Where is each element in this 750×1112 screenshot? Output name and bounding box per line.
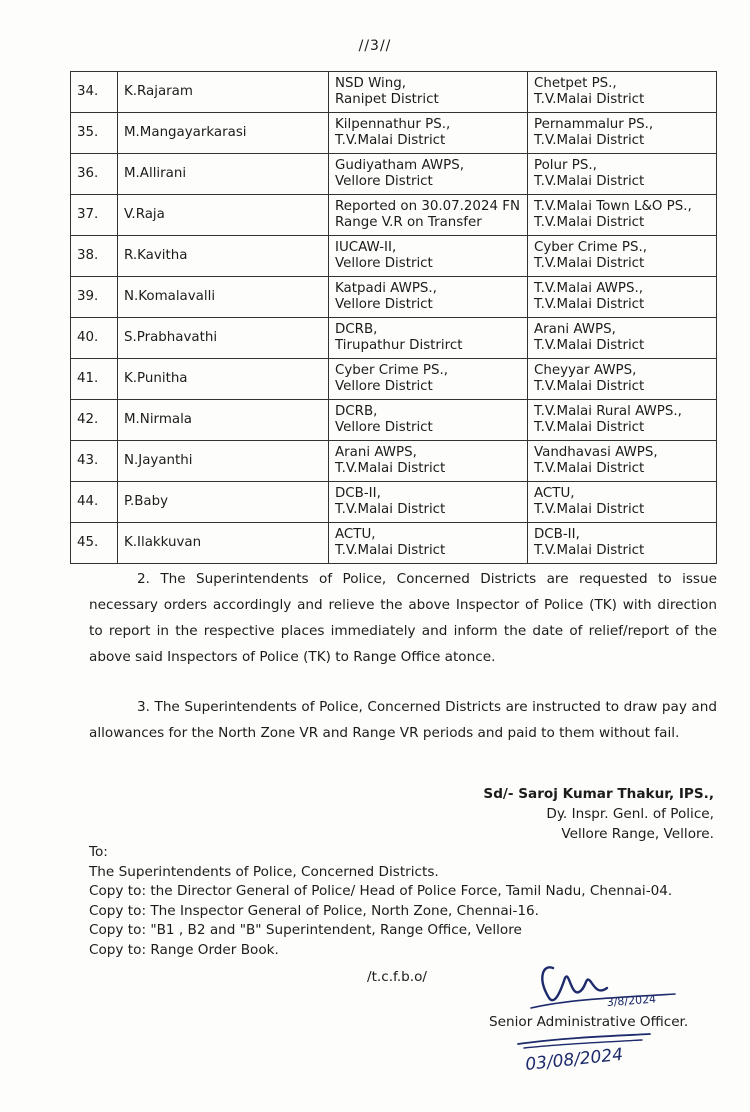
from-posting-cell-line: DCRB, xyxy=(335,404,378,419)
to-posting-cell-line: Pernammalur PS., xyxy=(534,117,654,132)
officer-name-cell xyxy=(118,236,329,277)
table-row xyxy=(71,482,717,523)
from-posting-cell-line: Vellore District xyxy=(335,174,433,189)
officer-name-cell xyxy=(118,482,329,523)
from-posting-cell xyxy=(329,72,528,113)
table-row xyxy=(71,359,717,400)
from-posting-cell-line: Tirupathur Distrirct xyxy=(335,338,463,353)
to-posting-cell xyxy=(528,154,717,195)
addressee-line: Copy to: Range Order Book. xyxy=(89,941,279,958)
from-posting-cell-line: Vellore District xyxy=(335,379,433,394)
from-posting-cell-line: T.V.Malai District xyxy=(335,461,446,476)
from-posting-cell-line: Vellore District xyxy=(335,256,433,271)
from-posting-cell-line: Katpadi AWPS., xyxy=(335,281,437,296)
table-row xyxy=(71,72,717,113)
from-posting-cell xyxy=(329,318,528,359)
page-marker: //3// xyxy=(358,38,392,54)
from-posting-cell-line: DCRB, xyxy=(335,322,378,337)
from-posting-cell-line: Arani AWPS, xyxy=(335,445,417,460)
to-posting-cell-line: T.V.Malai District xyxy=(534,133,645,148)
to-posting-cell-line: T.V.Malai District xyxy=(534,543,645,558)
serial-number-cell-line: 36. xyxy=(77,166,99,181)
serial-number-cell-line: 43. xyxy=(77,453,99,468)
officer-name-cell xyxy=(118,113,329,154)
from-posting-cell-line: T.V.Malai District xyxy=(335,502,446,517)
addressee-line: Copy to: "B1 , B2 and "B" Superintendent, Range Office, Vellore xyxy=(89,922,522,939)
serial-number-cell-line: 44. xyxy=(77,494,99,509)
to-posting-cell-line: ACTU, xyxy=(534,486,575,501)
officer-name-cell xyxy=(118,154,329,195)
table-row xyxy=(71,195,717,236)
from-posting-cell-line: Ranipet District xyxy=(335,92,439,107)
from-posting-cell xyxy=(329,400,528,441)
serial-number-cell-line: 42. xyxy=(77,412,99,427)
signatory-designation: Dy. Inspr. Genl. of Police, xyxy=(546,806,714,822)
to-posting-cell-line: T.V.Malai District xyxy=(534,420,645,435)
addressee-list xyxy=(89,843,672,961)
to-posting-cell-line: Cheyyar AWPS, xyxy=(534,363,637,378)
from-posting-cell-line: ACTU, xyxy=(335,527,376,542)
from-posting-cell-line: T.V.Malai District xyxy=(335,543,446,558)
addressee-line: Copy to: The Inspector General of Police, North Zone, Chennai-16. xyxy=(89,902,539,919)
table-row xyxy=(71,277,717,318)
from-posting-cell-line: Cyber Crime PS., xyxy=(335,363,448,378)
from-posting-cell xyxy=(329,236,528,277)
officer-name-cell-line: V.Raja xyxy=(124,207,165,222)
from-posting-cell-line: Vellore District xyxy=(335,420,433,435)
to-posting-cell-line: T.V.Malai AWPS., xyxy=(534,281,643,296)
serial-number-cell-line: 37. xyxy=(77,207,99,222)
to-posting-cell-line: Cyber Crime PS., xyxy=(534,240,647,255)
serial-number-cell xyxy=(71,523,118,564)
serial-number-cell-line: 39. xyxy=(77,289,99,304)
from-posting-cell xyxy=(329,441,528,482)
serial-number-cell xyxy=(71,195,118,236)
officer-name-cell-line: S.Prabhavathi xyxy=(124,330,218,345)
from-posting-cell xyxy=(329,113,528,154)
addressee-line: Copy to: the Director General of Police/ Head of Police Force, Tamil Nadu, Chennai-04. xyxy=(89,883,673,900)
handwritten-date-stamp xyxy=(510,1026,660,1082)
to-posting-cell xyxy=(528,318,717,359)
to-posting-cell-line: T.V.Malai District xyxy=(534,338,645,353)
from-posting-cell-line: NSD Wing, xyxy=(335,76,406,91)
to-posting-cell-line: T.V.Malai Rural AWPS., xyxy=(534,404,682,419)
from-posting-cell-line: DCB-II, xyxy=(335,486,381,501)
to-posting-cell xyxy=(528,236,717,277)
serial-number-cell-line: 35. xyxy=(77,125,99,140)
officer-name-cell-line: K.Punitha xyxy=(124,371,188,386)
officer-name-cell xyxy=(118,72,329,113)
transfer-table xyxy=(70,71,717,564)
to-posting-cell-line: T.V.Malai District xyxy=(534,297,645,312)
from-posting-cell xyxy=(329,154,528,195)
table-row xyxy=(71,318,717,359)
serial-number-cell xyxy=(71,400,118,441)
officer-name-cell xyxy=(118,400,329,441)
officer-name-cell xyxy=(118,318,329,359)
to-posting-cell-line: Polur PS., xyxy=(534,158,597,173)
from-posting-cell-line: T.V.Malai District xyxy=(335,133,446,148)
to-posting-cell-line: T.V.Malai District xyxy=(534,379,645,394)
paragraph-2-text: 2. The Superintendents of Police, Concerned Districts are requested to issue necessary orders accordingly and relieve the above Inspector of Police (TK) with direction to report in the respective places immediately and inform the date of relief/report of the above said Inspectors of Police (TK) to Range Office atonce. xyxy=(89,571,717,665)
table-row xyxy=(71,236,717,277)
serial-number-cell xyxy=(71,277,118,318)
officer-name-cell-line: P.Baby xyxy=(124,494,169,509)
serial-number-cell xyxy=(71,318,118,359)
to-posting-cell-line: DCB-II, xyxy=(534,527,580,542)
officer-name-cell-line: N.Komalavalli xyxy=(124,289,216,304)
from-posting-cell xyxy=(329,523,528,564)
officer-name-cell-line: K.Ilakkuvan xyxy=(124,535,202,550)
to-posting-cell-line: T.V.Malai District xyxy=(534,92,645,107)
to-posting-cell-line: T.V.Malai District xyxy=(534,502,645,517)
to-posting-cell-line: Vandhavasi AWPS, xyxy=(534,445,658,460)
serial-number-cell-line: 41. xyxy=(77,371,99,386)
from-posting-cell xyxy=(329,277,528,318)
to-posting-cell xyxy=(528,113,717,154)
to-posting-cell-line: T.V.Malai District xyxy=(534,174,645,189)
to-posting-cell-line: T.V.Malai District xyxy=(534,215,645,230)
table-row xyxy=(71,154,717,195)
to-posting-cell xyxy=(528,400,717,441)
to-posting-cell xyxy=(528,359,717,400)
serial-number-cell xyxy=(71,72,118,113)
officer-name-cell xyxy=(118,195,329,236)
to-posting-cell-line: T.V.Malai District xyxy=(534,256,645,271)
to-posting-cell xyxy=(528,72,717,113)
addressee-line: To: xyxy=(89,844,108,860)
table-row xyxy=(71,441,717,482)
serial-number-cell-line: 38. xyxy=(77,248,99,263)
to-posting-cell xyxy=(528,195,717,236)
serial-number-cell xyxy=(71,359,118,400)
signatory-name: Sd/- Saroj Kumar Thakur, IPS., xyxy=(483,786,714,802)
to-posting-cell-line: Chetpet PS., xyxy=(534,76,617,91)
officer-name-cell xyxy=(118,523,329,564)
from-posting-cell xyxy=(329,359,528,400)
officer-name-cell xyxy=(118,359,329,400)
from-posting-cell-line: Kilpennathur PS., xyxy=(335,117,451,132)
to-posting-cell xyxy=(528,523,717,564)
officer-name-cell-line: M.Nirmala xyxy=(124,412,192,427)
serial-number-cell-line: 45. xyxy=(77,535,99,550)
signatory-office: Vellore Range, Vellore. xyxy=(561,826,714,842)
from-posting-cell-line: Vellore District xyxy=(335,297,433,312)
from-posting-cell xyxy=(329,195,528,236)
handwritten-date-1: 3/8/2024 xyxy=(606,992,657,1009)
serial-number-cell xyxy=(71,113,118,154)
from-posting-cell-line: Reported on 30.07.2024 FN xyxy=(335,199,520,214)
to-posting-cell xyxy=(528,277,717,318)
sao-title: Senior Administrative Officer. xyxy=(489,1014,689,1030)
officer-name-cell-line: N.Jayanthi xyxy=(124,453,193,468)
officer-name-cell-line: M.Mangayarkarasi xyxy=(124,125,247,140)
from-posting-cell-line: Range V.R on Transfer xyxy=(335,215,482,230)
officer-name-cell xyxy=(118,277,329,318)
officer-name-cell xyxy=(118,441,329,482)
to-posting-cell-line: Arani AWPS, xyxy=(534,322,616,337)
table-row xyxy=(71,400,717,441)
reference-code: /t.c.f.b.o/ xyxy=(367,969,427,985)
paragraph-2 xyxy=(89,566,717,670)
paragraph-3 xyxy=(89,694,717,746)
table-row xyxy=(71,523,717,564)
serial-number-cell-line: 34. xyxy=(77,84,99,99)
from-posting-cell-line: Gudiyatham AWPS, xyxy=(335,158,464,173)
from-posting-cell-line: IUCAW-II, xyxy=(335,240,397,255)
serial-number-cell xyxy=(71,236,118,277)
from-posting-cell xyxy=(329,482,528,523)
officer-name-cell-line: M.Allirani xyxy=(124,166,187,181)
handwritten-date-2: 03/08/2024 xyxy=(524,1044,624,1075)
serial-number-cell xyxy=(71,154,118,195)
table-row xyxy=(71,113,717,154)
serial-number-cell xyxy=(71,441,118,482)
officer-name-cell-line: K.Rajaram xyxy=(124,84,193,99)
addressee-line: The Superintendents of Police, Concerned Districts. xyxy=(89,863,439,880)
to-posting-cell-line: T.V.Malai District xyxy=(534,461,645,476)
paragraph-3-text: 3. The Superintendents of Police, Concerned Districts are instructed to draw pay and allowances for the North Zone VR and Range VR periods and paid to them without fail. xyxy=(89,699,717,741)
officer-name-cell-line: R.Kavitha xyxy=(124,248,188,263)
to-posting-cell xyxy=(528,441,717,482)
serial-number-cell-line: 40. xyxy=(77,330,99,345)
to-posting-cell-line: T.V.Malai Town L&O PS., xyxy=(534,199,692,214)
serial-number-cell xyxy=(71,482,118,523)
to-posting-cell xyxy=(528,482,717,523)
signature-block xyxy=(483,784,714,844)
